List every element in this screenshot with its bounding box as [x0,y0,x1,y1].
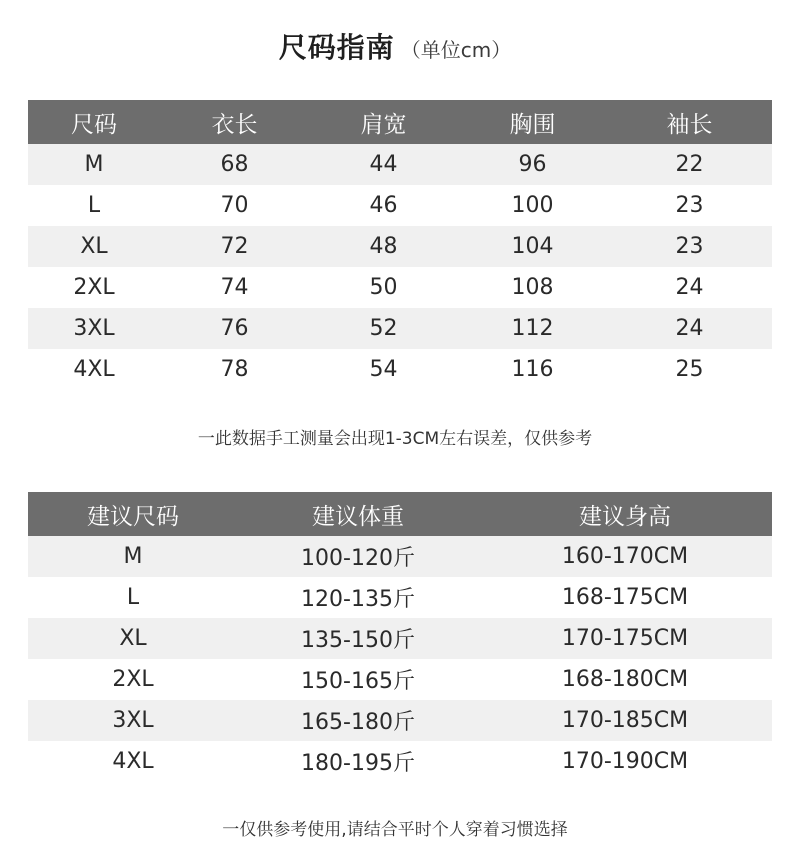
size-table [28,100,772,390]
chest-cell: 96 [458,144,607,185]
length-cell: 74 [160,267,309,308]
measurement-note: 一此数据手工测量会出现1-3CM左右误差，仅供参考 [197,429,593,449]
sleeve-cell: 22 [607,144,772,185]
chest-cell: 104 [458,226,607,267]
table-row [28,308,772,349]
table-row [28,618,772,659]
fit-table-header-size: 建议尺码 [28,492,238,536]
weight-cell: 120-135斤 [238,577,478,618]
table-row [28,536,772,577]
length-cell: 70 [160,185,309,226]
size-table-header-size: 尺码 [28,100,160,144]
shoulder-cell: 54 [309,349,458,390]
chest-cell: 116 [458,349,607,390]
height-cell: 160-170CM [478,536,772,577]
sleeve-cell: 24 [607,308,772,349]
shoulder-cell: 44 [309,144,458,185]
shoulder-cell: 52 [309,308,458,349]
weight-cell: 150-165斤 [238,659,478,700]
weight-cell: 180-195斤 [238,741,478,782]
sleeve-cell: 23 [607,185,772,226]
usage-note: 一仅供参考使用,请结合平时个人穿着习惯选择 [222,820,568,840]
chest-cell: 108 [458,267,607,308]
size-table-header-chest: 胸围 [458,100,607,144]
shoulder-cell: 50 [309,267,458,308]
height-cell: 168-180CM [478,659,772,700]
weight-cell: 165-180斤 [238,700,478,741]
size-table-header-sleeve: 袖长 [607,100,772,144]
table-row [28,349,772,390]
size-cell: 4XL [28,349,160,390]
table-row [28,267,772,308]
table-row [28,577,772,618]
size-cell: 2XL [28,267,160,308]
length-cell: 78 [160,349,309,390]
size-cell: XL [28,226,160,267]
fit-table-header-height: 建议身高 [478,492,772,536]
table-row [28,741,772,782]
fit-table-header-row [28,492,772,536]
table-row [28,226,772,267]
size-cell: XL [28,618,238,659]
size-cell: L [28,185,160,226]
size-table-header-shoulder: 肩宽 [309,100,458,144]
title-unit: （单位cm） [400,38,512,62]
length-cell: 76 [160,308,309,349]
height-cell: 170-185CM [478,700,772,741]
fit-table [28,492,772,782]
size-table-header-length: 衣长 [160,100,309,144]
sleeve-cell: 23 [607,226,772,267]
length-cell: 72 [160,226,309,267]
size-cell: 4XL [28,741,238,782]
sleeve-cell: 25 [607,349,772,390]
sleeve-cell: 24 [607,267,772,308]
page-title [0,26,790,66]
size-cell: 2XL [28,659,238,700]
chest-cell: 112 [458,308,607,349]
chest-cell: 100 [458,185,607,226]
size-cell: L [28,577,238,618]
title-main: 尺码指南 [278,31,395,64]
size-cell: M [28,144,160,185]
table-row [28,659,772,700]
size-cell: M [28,536,238,577]
weight-cell: 135-150斤 [238,618,478,659]
height-cell: 168-175CM [478,577,772,618]
height-cell: 170-190CM [478,741,772,782]
height-cell: 170-175CM [478,618,772,659]
length-cell: 68 [160,144,309,185]
weight-cell: 100-120斤 [238,536,478,577]
size-cell: 3XL [28,700,238,741]
fit-table-header-weight: 建议体重 [238,492,478,536]
table-row [28,185,772,226]
table-row [28,700,772,741]
size-table-header-row [28,100,772,144]
size-cell: 3XL [28,308,160,349]
shoulder-cell: 46 [309,185,458,226]
table-row [28,144,772,185]
shoulder-cell: 48 [309,226,458,267]
